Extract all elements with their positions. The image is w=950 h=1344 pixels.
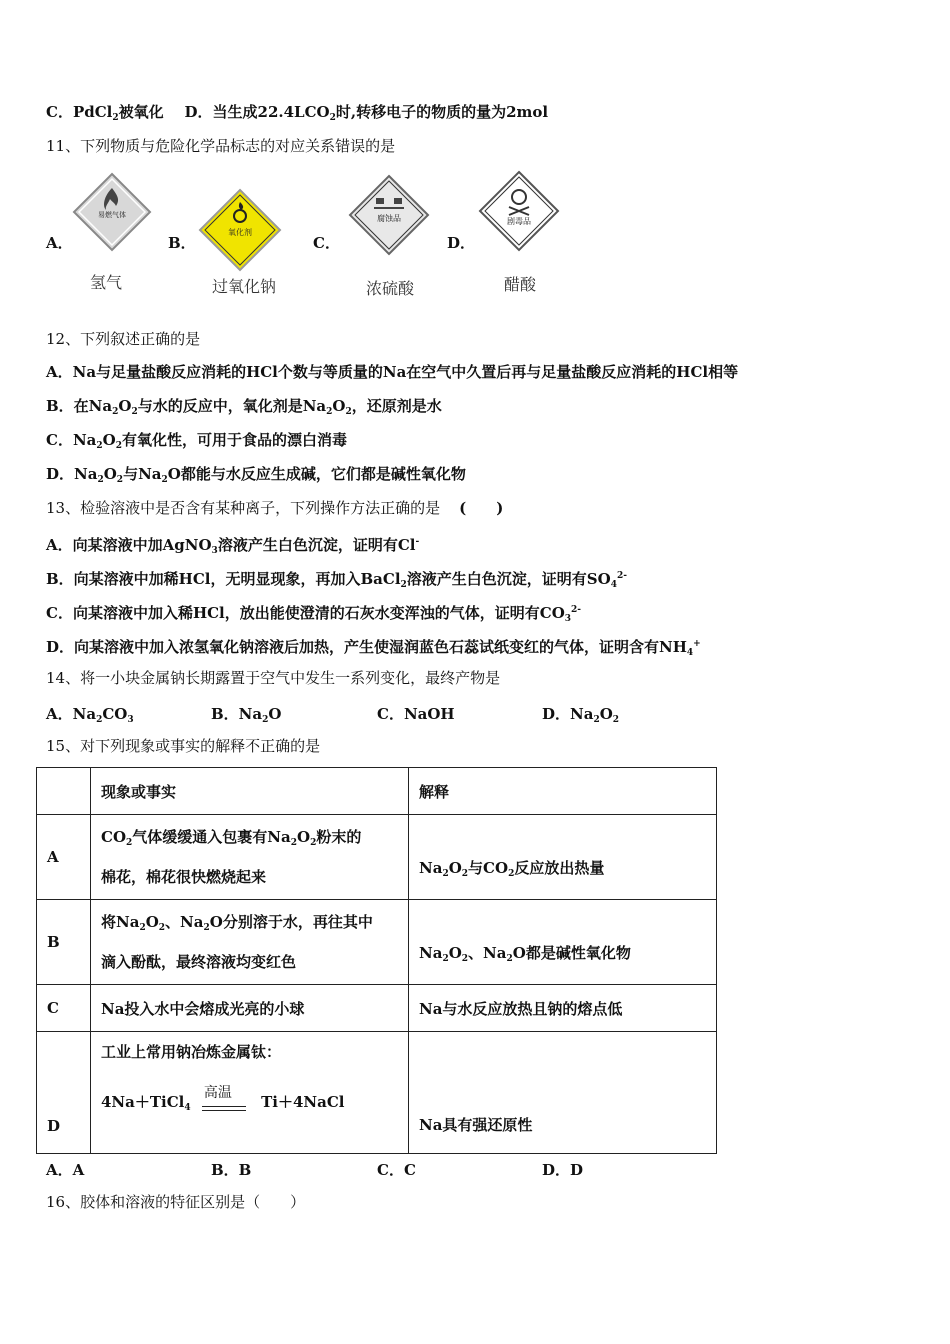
row-a-label: A (37, 815, 91, 900)
q11-label-b: 过氧化钠 (212, 277, 277, 296)
sign-a-text: 易燃气体 (98, 211, 126, 219)
q14-option-d: D．$Na_2O_2$ (542, 705, 620, 725)
row-d-label: D (37, 1032, 91, 1154)
q15-table (36, 767, 717, 1154)
q14-option-c: C．NaOH (377, 705, 455, 723)
q12-option-b: B．在$Na_2O_2$与水的反应中，氧化剂是$Na_2O_2$，还原剂是水 (46, 397, 442, 417)
q11-option-a-letter: A． (46, 234, 73, 252)
q16-stem: 16、胶体和溶液的特征区别是（ ） (46, 1193, 306, 1211)
sign-c-text: 腐蚀品 (377, 214, 401, 223)
q13-option-c: C．向某溶液中加入稀HCl，放出能使澄清的石灰水变浑浊的气体，证明有$CO_3^{2-}$ (46, 604, 582, 624)
q11-option-c-letter: C． (313, 234, 340, 252)
reaction-condition-arrow-icon: 高温 (202, 1088, 250, 1118)
table-header-row (37, 768, 717, 815)
table-row (37, 900, 717, 985)
row-d-explain: Na具有强还原性 (409, 1032, 717, 1154)
q12-option-a: A．Na与足量盐酸反应消耗的HCl个数与等质量的Na在空气中久置后再与足量盐酸反应消耗的HCl相等 (46, 363, 739, 381)
row-b-label: B (37, 900, 91, 985)
header-explain: 解释 (409, 768, 717, 815)
q13-option-b: B．向某溶液中加稀HCl，无明显现象，再加入BaCl$_2$溶液产生白色沉淀，证明有$SO_4^{2-}$ (46, 570, 627, 590)
q12-option-c: C．$Na_2O_2$有氧化性，可用于食品的漂白消毒 (46, 431, 347, 451)
q15-answer-a: A．A (46, 1161, 85, 1179)
row-a-explain: $Na_2O_2$与$CO_2$反应放出热量 (409, 815, 717, 900)
oxidizer-sign-icon (198, 188, 282, 272)
q12-stem: 12、下列叙述正确的是 (46, 330, 201, 348)
q14-option-b: B．$Na_2O$ (211, 705, 282, 725)
q11-label-a: 氢气 (90, 273, 123, 292)
header-fact: 现象或事实 (91, 768, 409, 815)
q15-stem: 15、对下列现象或事实的解释不正确的是 (46, 737, 321, 755)
q11-stem: 11、下列物质与危险化学品标志的对应关系错误的是 (46, 137, 396, 155)
q11-option-d-letter: D． (447, 234, 476, 252)
row-c-label: C (37, 985, 91, 1032)
sign-d-text: 剧毒品 (507, 217, 531, 226)
q11-option-b-letter: B． (168, 234, 196, 252)
q14-stem: 14、将一小块金属钠长期露置于空气中发生一系列变化，最终产物是 (46, 669, 501, 687)
row-a-fact: $CO_2$气体缓缓通入包裹有$Na_2O_2$粉末的 棉花，棉花很快燃烧起来 (91, 815, 409, 900)
q11-label-c: 浓硫酸 (366, 279, 415, 298)
flammable-gas-sign-icon (72, 172, 152, 252)
table-row (37, 1032, 717, 1154)
q12-option-d: D．$Na_2O_2$与$Na_2O$都能与水反应生成碱，它们都是碱性氧化物 (46, 465, 466, 485)
q15-answer-d: D．D (542, 1161, 584, 1179)
q14-option-a: A．$Na_2CO_3$ (46, 705, 134, 725)
q11-label-d: 醋酸 (504, 275, 537, 294)
q13-option-d: D．向某溶液中加入浓氢氧化钠溶液后加热，产生使湿润蓝色石蕊试纸变红的气体，证明含有$NH_4^+$ (46, 638, 701, 658)
corrosive-sign-icon (348, 174, 430, 256)
q13-stem: 13、检验溶液中是否含有某种离子，下列操作方法正确的是 ( ) (46, 499, 504, 517)
row-b-explain: $Na_2O_2$、$Na_2O$都是碱性氧化物 (409, 900, 717, 985)
q15-answer-b: B．B (211, 1161, 252, 1179)
q10-options-line: C．PdCl$_2$被氧化 D．当生成$22.4LCO_2$时,转移电子的物质的量为2mol (46, 103, 549, 123)
row-c-fact: Na投入水中会熔成光亮的小球 (91, 985, 409, 1032)
row-c-explain: Na与水反应放热且钠的熔点低 (409, 985, 717, 1032)
q15-answer-c: C．C (377, 1161, 416, 1179)
sign-b-text: 氧化剂 (228, 228, 252, 237)
q13-paren: ( ) (459, 499, 504, 517)
q13-option-a: A．向某溶液中加AgNO$_3$溶液产生白色沉淀，证明有Cl- (46, 536, 420, 556)
row-d-fact: 工业上常用钠冶炼金属钛： 4Na＋TiCl$_4$ 高温 Ti＋4NaCl (91, 1032, 409, 1154)
row-b-fact: 将$Na_2O_2$、$Na_2O$分别溶于水，再往其中 滴入酚酞，最终溶液均变红色 (91, 900, 409, 985)
table-row (37, 985, 717, 1032)
toxic-sign-icon (478, 170, 560, 252)
table-row (37, 815, 717, 900)
